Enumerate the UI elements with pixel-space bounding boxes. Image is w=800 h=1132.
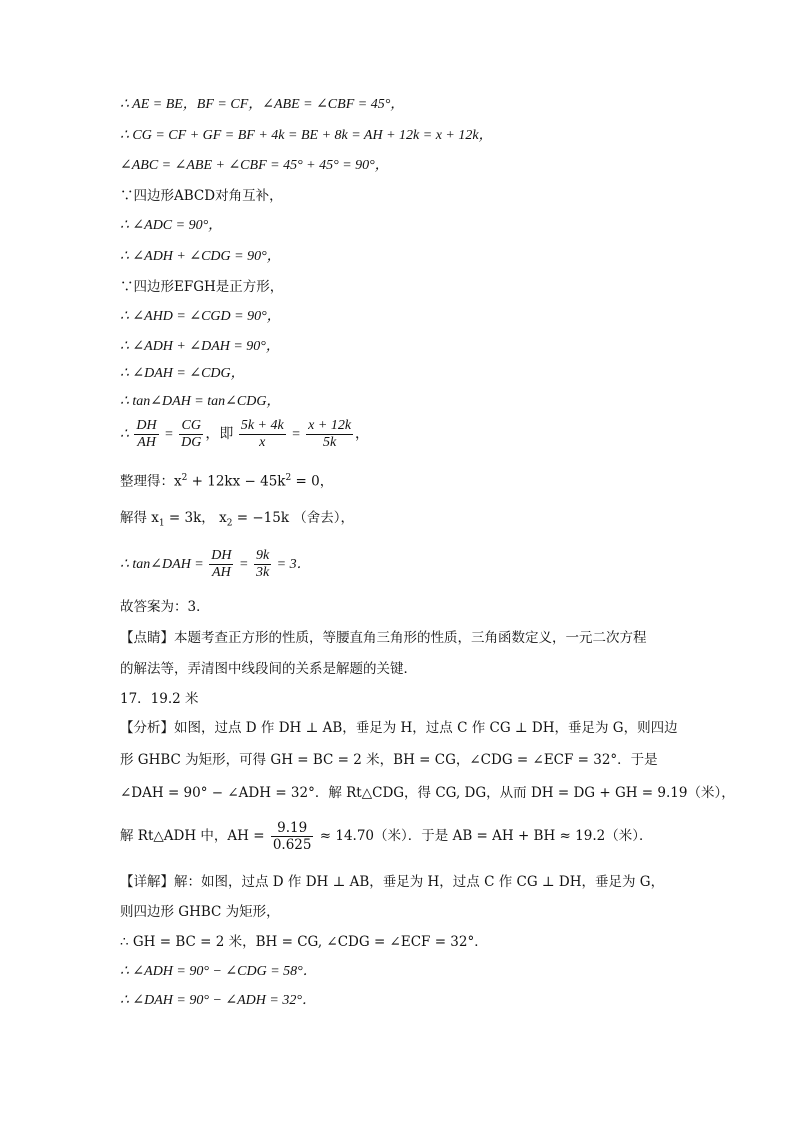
equation-suffix: = 0， <box>291 473 334 490</box>
tan-result: = 3． <box>273 557 311 572</box>
analysis-line-4 <box>120 817 720 855</box>
fraction-denominator: 5k <box>323 435 337 451</box>
tan-prefix: ∴ tan∠DAH = <box>120 557 208 572</box>
roots-prefix: 解得 x <box>120 510 159 526</box>
punctuation: ， <box>355 427 370 442</box>
fraction-denominator: AH <box>212 565 231 581</box>
fraction-denominator: AH <box>137 435 156 451</box>
question-17-answer: 17．19.2 米 <box>120 691 199 707</box>
solution-line-13-equation <box>120 468 720 492</box>
solution-line-6: ∴ ∠ADH + ∠CDG = 90°， <box>120 249 281 264</box>
fraction-numerator: 9k <box>255 548 270 564</box>
solution-line-2: ∴ CG = CF + GF = BF + 4k = BE + 8k = AH + 12k = x + 12k， <box>120 128 493 143</box>
solution-line-15-tan <box>120 548 720 582</box>
therefore-symbol: ∴ <box>120 427 133 442</box>
detail-line-5: ∴ ∠DAH = 90° − ∠ADH = 32°． <box>120 993 316 1008</box>
fraction-9k-3k <box>254 548 271 581</box>
analysis-line-1: 【分析】如图，过点 D 作 DH ⊥ AB，垂足为 H，过点 C 作 CG ⊥ DH，垂足为 G，则四边 <box>120 720 678 736</box>
fraction-numerator: 9.19 <box>271 820 314 837</box>
equation-middle: + 12kx − 45k <box>187 473 286 490</box>
detail-line-1: 【详解】解：如图，过点 D 作 DH ⊥ AB，垂足为 H，过点 C 作 CG ⊥ DH，垂足为 G， <box>120 874 665 890</box>
fraction-numerator: 5k + 4k <box>240 418 284 434</box>
equation-prefix: 整理得：x <box>120 473 182 490</box>
fraction-dh-ah <box>209 548 233 581</box>
solution-line-8: ∴ ∠AHD = ∠CGD = 90°， <box>120 309 281 324</box>
root-two: = −15k （舍去）， <box>232 510 355 526</box>
fraction-numerator: x + 12k <box>308 418 352 434</box>
fraction-numerator: DH <box>136 418 157 434</box>
solution-line-1: ∴ AE = BE，BF = CF，∠ABE = ∠CBF = 45°， <box>120 97 405 112</box>
fraction-numerator: DH <box>211 548 232 564</box>
solution-line-7: ∵四边形EFGH是正方形， <box>120 279 284 295</box>
exponent: 2 <box>285 473 292 483</box>
exponent: 2 <box>181 473 188 483</box>
equals-sign: = <box>235 557 252 572</box>
comment-line-1: 【点睛】本题考查正方形的性质，等腰直角三角形的性质，三角函数定义，一元二次方程 <box>120 630 647 646</box>
solution-line-4: ∵四边形ABCD对角互补， <box>120 188 283 204</box>
analysis-line-2: 形 GHBC 为矩形，可得 GH = BC = 2 米，BH = CG，∠CDG = ∠ECF = 32°．于是 <box>120 752 658 768</box>
fraction-denominator: 0.625 <box>272 837 312 853</box>
connector-text: ，即 <box>205 427 237 442</box>
fraction-numerator: CG <box>179 418 203 435</box>
fraction-cg-dg <box>179 418 203 451</box>
detail-line-3: ∴ GH = BC = 2 米，BH = CG, ∠CDG = ∠ECF = 32°． <box>120 934 488 950</box>
solution-line-5: ∴ ∠ADC = 90°， <box>120 218 223 233</box>
fraction-5k-4k-x <box>239 418 286 451</box>
equals-sign: = <box>287 427 305 442</box>
analysis-line-3: ∠DAH = 90° − ∠ADH = 32°．解 Rt△CDG，得 CG, DG，从而 DH = DG + GH = 9.19（米）， <box>120 785 735 801</box>
analysis-prefix: 解 Rt△ADH 中，AH = <box>120 828 269 844</box>
root-one: = 3k， x <box>164 510 227 526</box>
detail-line-4: ∴ ∠ADH = 90° − ∠CDG = 58°． <box>120 964 317 979</box>
analysis-suffix: ≈ 14.70（米）．于是 AB = AH + BH ≈ 19.2（米）． <box>315 828 653 844</box>
fraction-denominator: 3k <box>255 565 270 581</box>
fraction-9-19-over-0-625 <box>271 820 314 853</box>
comment-line-2: 的解法等，弄清图中线段间的关系是解题的关键． <box>120 661 417 677</box>
equals-sign: = <box>160 427 178 442</box>
solution-line-14-roots <box>120 508 720 534</box>
solution-line-9: ∴ ∠ADH + ∠DAH = 90°， <box>120 339 280 354</box>
detail-line-2: 则四边形 GHBC 为矩形， <box>120 904 280 920</box>
fraction-denominator: x <box>259 435 266 451</box>
fraction-dh-ah <box>134 418 158 451</box>
solution-line-12-fraction <box>120 418 720 452</box>
answer-line: 故答案为：3． <box>120 599 210 615</box>
solution-line-3: ∠ABC = ∠ABE + ∠CBF = 45° + 45° = 90°， <box>120 158 389 173</box>
subscript: 2 <box>226 518 233 529</box>
solution-line-10: ∴ ∠DAH = ∠CDG， <box>120 366 245 381</box>
solution-line-11: ∴ tan∠DAH = tan∠CDG， <box>120 394 281 409</box>
fraction-denominator: DG <box>181 435 202 451</box>
subscript: 1 <box>158 518 165 529</box>
fraction-x-12k-5k <box>306 418 353 451</box>
